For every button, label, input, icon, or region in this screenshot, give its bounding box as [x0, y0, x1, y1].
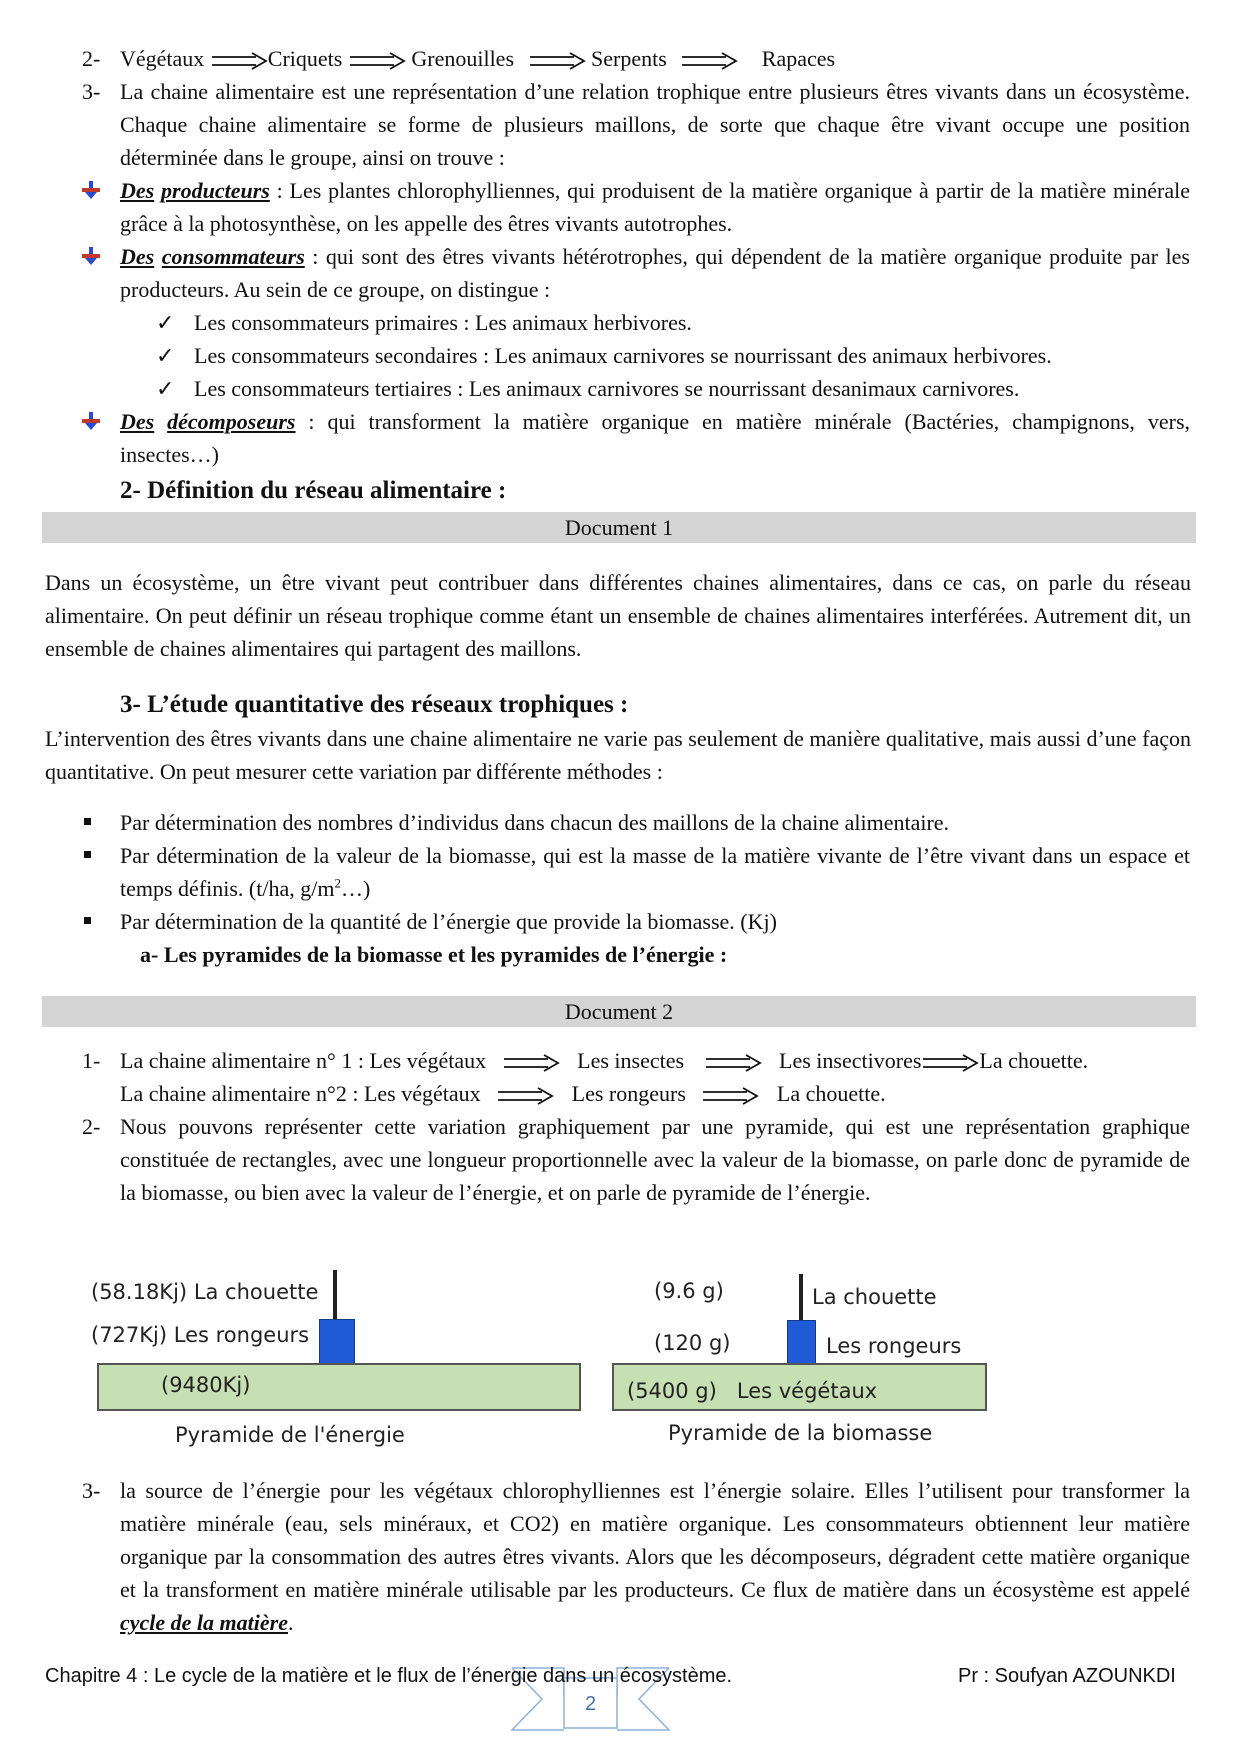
- biomass-middle-bar: [787, 1320, 816, 1365]
- decomposers-term: décomposeurs: [167, 409, 296, 434]
- check-icon: ✓: [156, 310, 175, 335]
- square-bullet-icon: [84, 851, 91, 858]
- energy-name: Les rongeurs: [173, 1323, 310, 1347]
- section-heading: 2- Définition du réseau alimentaire :: [120, 477, 507, 504]
- method-item: [120, 839, 1190, 905]
- list-number: 2-: [82, 1114, 101, 1139]
- double-arrow-icon: [502, 1054, 560, 1072]
- producers-text: : Les plantes chlorophylliennes, qui produisent de la matière organique à partir de la matière minérale grâce à la photosynthèse, on les appelle des êtres vivants autotrophes.: [120, 178, 1190, 236]
- square-bullet-icon: [84, 818, 91, 825]
- double-arrow-icon: [680, 52, 738, 70]
- double-arrow-icon: [704, 1054, 762, 1072]
- chain-node: Serpents: [591, 46, 667, 71]
- document-1-bar: Document 1: [42, 512, 1196, 543]
- matter-cycle-paragraph: [120, 1474, 1190, 1639]
- des-label: Des: [120, 178, 155, 203]
- double-arrow-icon: [496, 1087, 554, 1105]
- energy-top-bar: [333, 1270, 337, 1324]
- chain-node: Les rongeurs: [571, 1081, 686, 1106]
- footer-author: Pr : Soufyan AZOUNKDI: [958, 1665, 1176, 1687]
- biomass-pyramid-title: Pyramide de la biomasse: [668, 1421, 933, 1445]
- section-heading: 3- L’étude quantitative des réseaux trophiques :: [120, 691, 629, 718]
- energy-level-label: [91, 1322, 309, 1348]
- double-arrow-icon: [921, 1054, 979, 1072]
- producers-term: producteurs: [161, 178, 270, 203]
- chain-node: Rapaces: [761, 46, 836, 71]
- chain-node: Les insectivores: [779, 1048, 922, 1073]
- arrow-bullet-icon: [82, 180, 102, 200]
- chain-2: [120, 1077, 886, 1110]
- list-number: 3-: [82, 79, 101, 104]
- chain-node: La chouette.: [776, 1081, 886, 1106]
- list-number: 3-: [82, 1478, 101, 1503]
- page-number: 2: [584, 1693, 597, 1715]
- consumers-paragraph: [120, 240, 1190, 306]
- biomass-base-label: [627, 1378, 877, 1404]
- double-arrow-icon: [348, 52, 406, 70]
- chain-node: Criquets: [267, 46, 343, 71]
- chain-1: [120, 1044, 1088, 1077]
- chain-node: La chaine alimentaire n° 1 : Les végétaux: [120, 1048, 487, 1073]
- trophic-chain-paragraph: La chaine alimentaire est une représentation d’une relation trophique entre plusieurs êtres vivants dans un écosystème. Chaque chaine alimentaire se forme de plusieurs maillons, de sorte que chaque être vivant occupe une position déterminée dans le groupe, ainsi on trouve :: [120, 79, 1190, 170]
- method2-text: Par détermination de la valeur de la biomasse, qui est la masse de la matière vivante de l’être vivant dans un espace et temps définis. (t/ha, g/m: [120, 843, 1190, 901]
- chain-node: Grenouilles: [411, 46, 515, 71]
- des-label: Des: [120, 244, 155, 269]
- biomass-top-bar: [799, 1274, 803, 1324]
- double-arrow-icon: [528, 52, 586, 70]
- document-2-bar: Document 2: [42, 996, 1196, 1027]
- superscript: 2: [334, 875, 341, 891]
- biomass-name: Les rongeurs: [826, 1334, 962, 1358]
- list-number: 1-: [82, 1048, 101, 1073]
- energy-middle-bar: [319, 1319, 355, 1365]
- biomass-value: (5400 g): [627, 1379, 717, 1403]
- energy-value: (58.18Kj): [91, 1280, 188, 1304]
- double-arrow-icon: [210, 52, 268, 70]
- double-arrow-icon: [701, 1087, 759, 1105]
- square-bullet-icon: [84, 917, 91, 924]
- consumer-type-item: Les consommateurs primaires : Les animaux herbivores.: [194, 310, 692, 335]
- chain-node: La chaine alimentaire n°2 : Les végétaux: [120, 1081, 481, 1106]
- energy-value: (727Kj): [91, 1323, 168, 1347]
- consumers-text: : qui sont des êtres vivants hétérotrophes, qui dépendent de la matière organique produite par les producteurs. Au sein de ce groupe, on distingue :: [120, 244, 1190, 302]
- quantitative-intro: L’intervention des êtres vivants dans une chaine alimentaire ne varie pas seulement de manière qualitative, mais aussi d’une façon quantitative. On peut mesurer cette variation par différente méthodes :: [45, 726, 1191, 784]
- decomposers-text: : qui transforment la matière organique en matière minérale (Bactéries, champignons, vers, insectes…): [120, 409, 1191, 467]
- consumer-type-item: Les consommateurs tertiaires : Les animaux carnivores se nourrissant desanimaux carnivores.: [194, 376, 1020, 401]
- energy-name: La chouette: [193, 1280, 319, 1304]
- chain-node: Végétaux: [120, 46, 205, 71]
- energy-base-value: (9480Kj): [161, 1373, 251, 1397]
- chain-node: La chouette.: [979, 1048, 1089, 1073]
- check-icon: ✓: [156, 376, 175, 401]
- biomass-name: La chouette: [812, 1285, 937, 1309]
- arrow-bullet-icon: [82, 411, 102, 431]
- arrow-bullet-icon: [82, 246, 102, 266]
- food-chain-line: [120, 42, 1200, 75]
- subheading: a- Les pyramides de la biomasse et les pyramides de l’énergie :: [140, 942, 728, 967]
- pyramid-definition: Nous pouvons représenter cette variation graphiquement par une pyramide, qui est une représentation graphique constituée de rectangles, avec une longueur proportionnelle avec la valeur de la biomasse, on parle donc de pyramide de la biomasse, ou bien avec la valeur de l’énergie, et on parle de pyramide de l’énergie.: [120, 1114, 1190, 1205]
- matter-cycle-text: la source de l’énergie pour les végétaux chlorophylliennes est l’énergie solaire. Elles l’utilisent pour transformer la matière minérale (eau, sels minéraux, et CO2) en matière organique. Les consommateurs obtiennent leur matière organique par la consommation des autres êtres vivants. Alors que les décomposeurs, dégradent cette matière organique et la transforment en matière minérale utilisable par les producteurs. Ce flux de matière dans un écosystème est appelé: [120, 1478, 1190, 1602]
- matter-cycle-term: cycle de la matière: [120, 1610, 288, 1635]
- energy-level-label: [91, 1279, 318, 1305]
- biomass-value: (120 g): [654, 1331, 731, 1355]
- list-number: 2-: [82, 46, 101, 71]
- check-icon: ✓: [156, 343, 175, 368]
- method-item: Par détermination de la quantité de l’énergie que provide la biomasse. (Kj): [120, 909, 777, 934]
- method-item: Par détermination des nombres d’individus dans chacun des maillons de la chaine alimentaire.: [120, 810, 950, 835]
- producers-paragraph: [120, 174, 1190, 240]
- footer-chapter: Chapitre 4 : Le cycle de la matière et le flux de l’énergie dans un écosystème.: [45, 1665, 733, 1687]
- biomass-value: (9.6 g): [654, 1279, 724, 1303]
- consumers-term: consommateurs: [161, 244, 305, 269]
- food-web-definition: Dans un écosystème, un être vivant peut contribuer dans différentes chaines alimentaires, dans ce cas, on parle du réseau alimentaire. On peut définir un réseau trophique comme étant un ensemble de chaines alimentaires interférées. Autrement dit, un ensemble de chaines alimentaires qui partagent des maillons.: [45, 570, 1191, 661]
- energy-pyramid-title: Pyramide de l'énergie: [175, 1423, 405, 1447]
- consumer-type-item: Les consommateurs secondaires : Les animaux carnivores se nourrissant des animaux herbivores.: [194, 343, 1052, 368]
- chain-node: Les insectes: [577, 1048, 685, 1073]
- des-label: Des: [120, 409, 155, 434]
- method2-end: …): [340, 876, 371, 901]
- matter-cycle-end: .: [287, 1610, 294, 1635]
- biomass-name: Les végétaux: [736, 1379, 878, 1403]
- decomposers-paragraph: [120, 405, 1190, 471]
